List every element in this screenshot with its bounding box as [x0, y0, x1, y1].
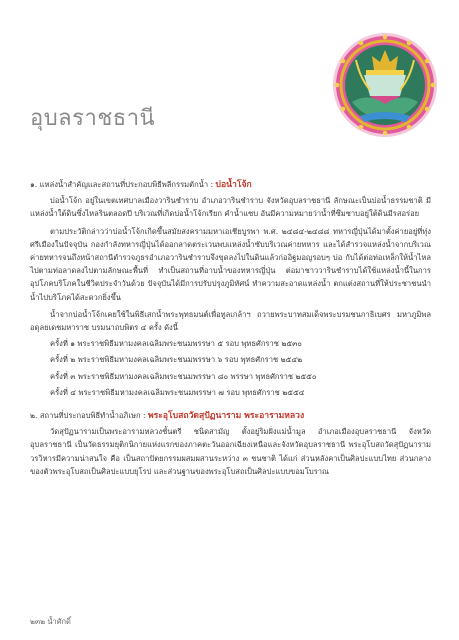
page-title: อุบลราชธานี [30, 106, 156, 131]
section-1-paragraph: น้ำจากบ่อน้ำโจ้กเคยใช้ในพิธีเสกน้ำพระพุทธมนต์เพื่อทูลเกล้าฯ ถวายพระบาทสมเด็จพระบรมชนกาธิเบศร มหาภูมิพลอดุลยเดชมหาราช บรมนาถบพิตร ๔ ครั้ง ดังนี้ [30, 309, 431, 333]
ceremony-list-item: ครั้งที่ ๒ พระราชพิธีมหามงคลเฉลิมพระชนมพรรษา ๖ รอบ พุทธศักราช ๒๕๔๒ [50, 355, 303, 365]
section-1-paragraph: ตามประวัติกล่าวว่าบ่อน้ำโจ้กเกิดขึ้นสมัยสงครามมหาเอเชียบูรพา พ.ศ. ๒๔๘๔-๒๔๘๘ ทหารญี่ปุ่นได้มาตั้งค่ายอยู่ที่ทุ่งศรีเมืองในปัจจุบัน กองกำลังทหารญี่ปุ่นได้ออกลาดตระเวนพบแหล่งน้ำซับบริเวณค่ายทหาร และได้สำรวจแหล่งน้ำจากบริเวณค่ายทหารจนถึงหน้าสถานีตำรวจภูธรอำเภอวารินชำราบจึงขุดลงไปในดินแล้วก่ออิฐมอญรอบๆ บ่อ กับได้ต่อท่อเหล็กให้น้ำไหลไปตามท่อลาดลงไปตามลักษณะพื้นที่ ทำเป็นสถานที่อาบน้ำของทหารญี่ปุ่น ต่อมาชาววารินชำราบได้ใช้แหล่งน้ำนี้ในการอุปโภคบริโภคในชีวิตประจำวันด้วย ปัจจุบันได้มีการปรับปรุงภูมิทัศน์ ทำความสะอาดแหล่งน้ำ ตกแต่งสถานที่ให้ประชาชนนำน้ำไปบริโภคได้สะดวกยิ่งขึ้น [30, 226, 431, 302]
section-2-paragraph: วัดสุปัฏนารามเป็นพระอารามหลวงชั้นตรี ชนิดสามัญ ตั้งอยู่ริมฝั่งแม่น้ำมูล อำเภอเมืองอุบลราชธานี จังหวัดอุบลราชธานี เป็นวัดธรรมยุติกนิกายแห่งแรกของภาคตะวันออกเฉียงเหนือและจังหวัดอุบลราชธานี พระอุโบสถวัดสุปัฏนารามวรวิหารมีความน่าสนใจ คือ เป็นสถาปัตยกรรมผสมผสานระหว่าง ๓ ชนชาติ ได้แก่ ส่วนหลังคาเป็นศิลปะแบบไทย ส่วนกลางของตัวพระอุโบสถเป็นศิลปะแบบยุโรป และส่วนฐานของพระอุโบสถเป็นศิลปะแบบขอมโบราณ [30, 427, 431, 476]
section-2-heading-prefix: ๒. สถานที่ประกอบพิธีทำน้ำอภิเษก : [30, 411, 148, 421]
section-1-heading [30, 178, 431, 192]
section-2-heading-highlight: พระอุโบสถวัดสุปัฏนาราม พระอารามหลวง [148, 411, 305, 422]
ceremony-list-item: ครั้งที่ ๑ พระราชพิธีมหามงคลเฉลิมพระชนมพรรษา ๕ รอบ พุทธศักราช ๒๕๓๐ [50, 339, 302, 349]
ceremony-list-item: ครั้งที่ ๔ พระราชพิธีมหามงคลเฉลิมพระชนมพรรษา ๗ รอบ พุทธศักราช ๒๕๕๔ [50, 387, 305, 397]
section-1-heading-highlight: บ่อน้ำโจ้ก [215, 180, 252, 190]
provincial-seal-icon [330, 30, 440, 140]
section-1-heading-prefix: ๑. แหล่งน้ำสำคัญและสถานที่ประกอบพิธีพลีกรรมตักน้ำ : [30, 180, 216, 189]
ceremony-list [30, 337, 431, 399]
section-2-heading [30, 409, 431, 423]
section-1-paragraph: บ่อน้ำโจ้ก อยู่ในเขตเทศบาลเมืองวารินชำราบ อำเภอวารินชำราบ จังหวัดอุบลราชธานี ลักษณะเป็นบ่อน้ำธรรมชาติ มีแหล่งน้ำใต้ดินซึ่งไหลรินตลอดปี บริเวณที่เกิดบ่อน้ำโจ้กเรียก คำน้ำแซบ อันมีความหมายว่าน้ำที่ซึมซาบอยู่ใต้ดินมีรสอร่อย [30, 196, 431, 219]
main-content [30, 178, 431, 478]
ceremony-list-item: ครั้งที่ ๓ พระราชพิธีมหามงคลเฉลิมพระชนมพรรษา ๘๐ พรรษา พุทธศักราช ๒๕๕๐ [50, 371, 317, 381]
page-footer: ๒๓๒ น้ำศักดิ์ [30, 617, 71, 626]
